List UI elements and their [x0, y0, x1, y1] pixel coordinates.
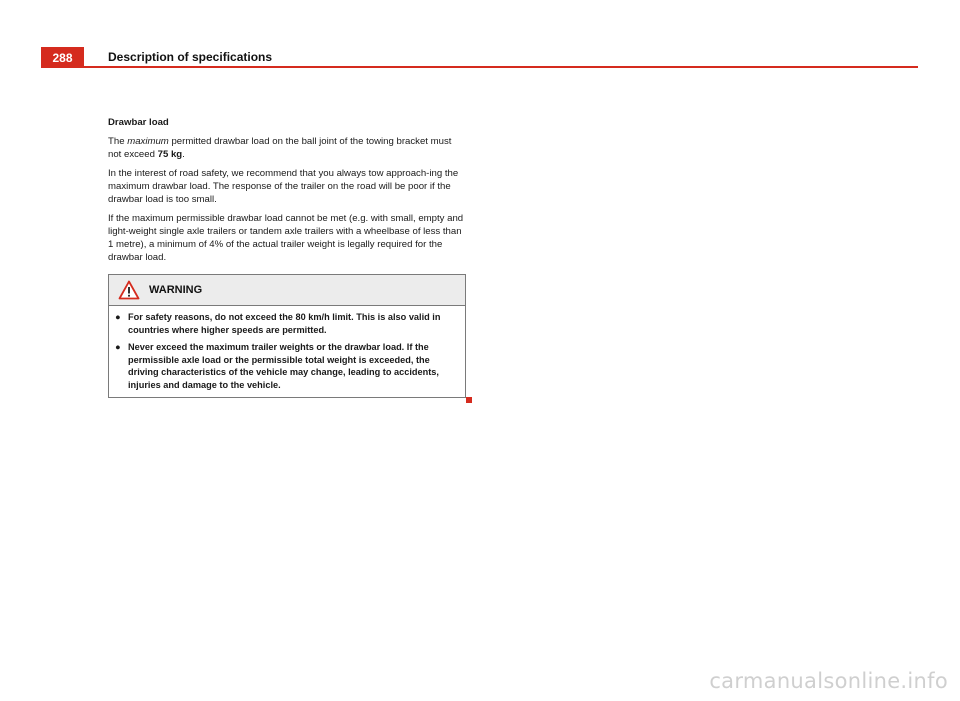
bullet-icon: ● [115, 312, 121, 322]
watermark: carmanualsonline.info [709, 669, 948, 693]
paragraph-road-safety: In the interest of road safety, we recommend that you always tow approach-ing the maximum drawbar load. The response of the trailer on the road will be poor if the drawbar load is too small. [108, 168, 459, 205]
p1-text-end: . [182, 149, 185, 160]
bullet-icon: ● [115, 342, 121, 352]
paragraph-max-load [108, 135, 466, 161]
warning-item [115, 341, 459, 391]
paragraph-minimum-load: If the maximum permissible drawbar load cannot be met (e.g. with small, empty and light-weight single axle trailers or tandem axle trailers with a wheelbase of less than 1 metre), a minimum of 4% of the actual trailer weight is legally required for the drawbar load. [108, 213, 464, 263]
p1-load-value: 75 kg [157, 149, 183, 160]
p1-text-start: The [108, 136, 128, 147]
warning-item [115, 311, 459, 336]
p1-text-mid: permitted drawbar load on the ball joint of the towing bracket must not exceed [108, 136, 452, 160]
warning-triangle-icon [118, 280, 140, 300]
section-title: Drawbar load [108, 117, 169, 128]
page-number-badge: 288 [41, 47, 84, 68]
warning-item-text: Never exceed the maximum trailer weights or the drawbar load. If the permissible axle load or the permissible total weight is exceeded, the driving characteristics of the vehicle may change, leading to accidents, injuries and damage to the vehicle. [128, 342, 439, 390]
p1-emphasis: maximum [127, 136, 169, 147]
warning-item-text: For safety reasons, do not exceed the 80 km/h limit. This is also valid in countries where higher speeds are permitted. [128, 312, 441, 335]
end-of-section-square-icon [466, 397, 472, 403]
warning-body [109, 306, 465, 397]
header-rule [41, 66, 918, 68]
header-title: Description of specifications [108, 50, 273, 64]
content-column [108, 116, 466, 398]
warning-header [109, 275, 465, 306]
warning-box [108, 274, 466, 398]
warning-label: WARNING [149, 283, 203, 296]
